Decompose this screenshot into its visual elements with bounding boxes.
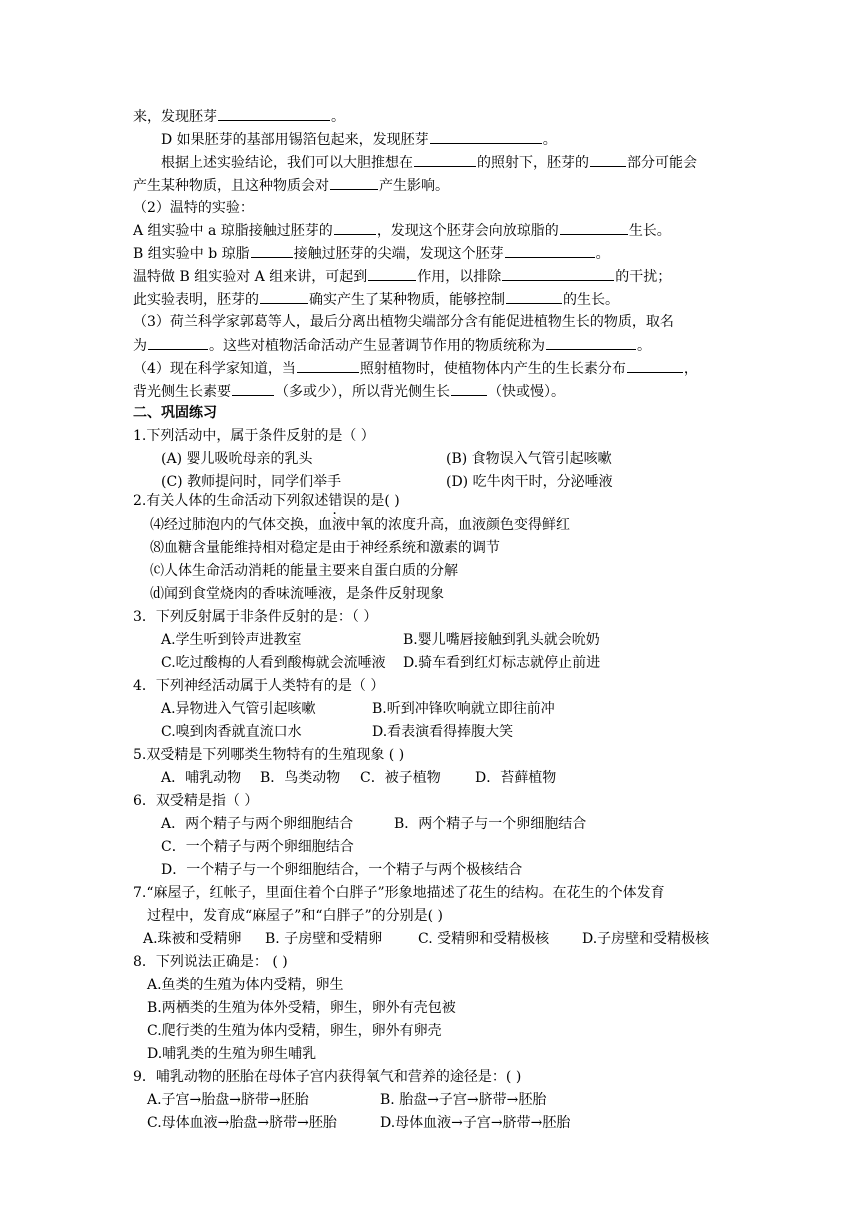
blank [506,288,562,304]
question-stem: 6．双受精是指（ ） [133,793,259,809]
question-stem: 9．哺乳动物的胚胎在母体子宫内获得氧气和营养的途径是：( ) [133,1069,522,1085]
blank [148,334,208,350]
option: (A) 婴儿吸吮母亲的乳头 [161,451,313,467]
blank [627,357,683,373]
text-line: 产生某种物质，且这种物质会对 产生影响。 [133,174,449,197]
text-line: 为 。这些对植物活命活动产生显著调节作用的物质统称为 。 [133,334,651,357]
option: C．被子植物 [360,770,441,786]
option: C.嗅到肉香就直流口水 [161,724,302,740]
blank [590,151,626,167]
option: ⒟闻到食堂烧肉的香味流唾液，是条件反射现象 [150,586,444,602]
blank [430,128,542,144]
option: C. 受精卵和受精极核 [418,931,550,947]
option: D.母体血液→子宫→脐带→胚胎 [380,1115,571,1131]
option: B．鸟类动物 [260,770,341,786]
option: A.鱼类的生殖为体内受精，卵生 [147,977,344,993]
text-line: A 组实验中 a 琼脂接触过胚芽的 ，发现这个胚芽会向放琼脂的 生长。 [133,219,671,242]
option: D.哺乳类的生殖为卵生哺乳 [147,1046,317,1062]
option: A.异物进入气管引起咳嗽 [161,701,316,717]
option: (D) 吃牛肉干时，分泌唾液 [446,474,613,490]
option: C.爬行类的生殖为体内受精，卵生，卵外有卵壳 [147,1023,442,1039]
option: (B) 食物误入气管引起咳嗽 [446,451,612,467]
question-stem-continued: 过程中，发育成“麻屋子”和“白胖子”的分别是( ) [147,908,444,924]
blank [368,265,416,281]
option: C.吃过酸梅的人看到酸梅就会流唾液 [161,655,386,671]
blank [334,219,376,235]
question-stem: 3．下列反射属于非条件反射的是：（ ） [133,609,378,625]
question-stem: 7.“麻屋子，红帐子，里面住着个白胖子”形象地描述了花生的结构。在花生的个体发育 [133,885,665,901]
option: D.看表演看得捧腹大笑 [372,724,514,740]
question-stem: 4．下列神经活动属于人类特有的是（ ） [133,678,385,694]
option: A．哺乳动物 [161,770,242,786]
option: A.珠被和受精卵 [143,931,242,947]
option: B. 子房壁和受精卵 [265,931,383,947]
option: A．两个精子与两个卵细胞结合 [161,816,354,832]
option: D.骑车看到红灯标志就停止前进 [403,655,601,671]
blank [414,151,476,167]
text-line: D 如果胚芽的基部用锡箔包起来，发现胚芽 。 [161,128,557,151]
blank [330,174,378,190]
blank [502,265,614,281]
text-line: 来，发现胚芽 。 [133,105,345,128]
emphasis-text: 错误 [328,493,357,509]
blank [260,288,308,304]
option: (C) 教师提问时，同学们举手 [161,474,342,490]
option: A.学生听到铃声进教室 [161,632,302,648]
option: B.听到冲锋吹响就立即往前冲 [372,701,555,717]
question-stem: 1.下列活动中，属于条件反射的是（ ） [133,428,375,444]
subheading: （2）温特的实验： [133,200,254,216]
option: ⒞人体生命活动消耗的能量主要来自蛋白质的分解 [150,563,458,579]
option: B.婴儿嘴唇接触到乳头就会吮奶 [403,632,600,648]
question-stem: 2.有关人体的生命活动下列叙述错误的是( ) [133,493,400,509]
option: C.母体血液→胎盘→脐带→胚胎 [147,1115,337,1131]
option: C．一个精子与两个卵细胞结合 [161,839,354,855]
option: D．一个精子与一个卵细胞结合，一个精子与两个极核结合 [161,862,523,878]
question-stem: 8．下列说法正确是： ( ) [133,954,288,970]
blank [560,219,628,235]
option: A.子宫→胎盘→脐带→胚胎 [147,1092,309,1108]
option: B．两个精子与一个卵细胞结合 [394,816,587,832]
text-line: 温特做 B 组实验对 A 组来讲，可起到 作用，以排除 的干扰； [133,265,671,288]
option: B.两栖类的生殖为体外受精，卵生，卵外有壳包被 [147,1000,456,1016]
option: D．苔藓植物 [475,770,557,786]
blank [451,380,487,396]
text-line: 背光侧生长素要 （多或少），所以背光侧生长 （快或慢）。 [133,380,565,403]
text-line: （3）荷兰科学家郭葛等人，最后分离出植物尖端部分含有能促进植物生长的物质，取名 [133,314,674,330]
blank [218,105,330,121]
text-line: 根据上述实验结论，我们可以大胆推想在 的照射下，胚芽的 部分可能会 [161,151,697,174]
blank [505,242,595,258]
text-line: B 组实验中 b 琼脂 接触过胚芽的尖端，发现这个胚芽 。 [133,242,610,265]
option: ⑻血糖含量能维持相对稳定是由于神经系统和激素的调节 [150,540,500,556]
blank [251,242,293,258]
question-stem: 5.双受精是下列哪类生物特有的生殖现象 ( ) [133,747,405,763]
option: ⑷经过肺泡内的气体交换，血液中氧的浓度升高，血液颜色变得鲜红 [150,517,570,533]
section-title: 二、巩固练习 [133,405,217,421]
option: B. 胎盘→子宫→脐带→胚胎 [380,1092,547,1108]
option: D.子房壁和受精极核 [582,931,710,947]
blank [546,334,636,350]
text-line: （4）现在科学家知道，当 照射植物时，使植物体内产生的生长素分布 ， [133,357,698,380]
blank [297,357,359,373]
text-line: 此实验表明，胚芽的 确实产生了某种物质，能够控制 的生长。 [133,288,619,311]
blank [232,380,274,396]
